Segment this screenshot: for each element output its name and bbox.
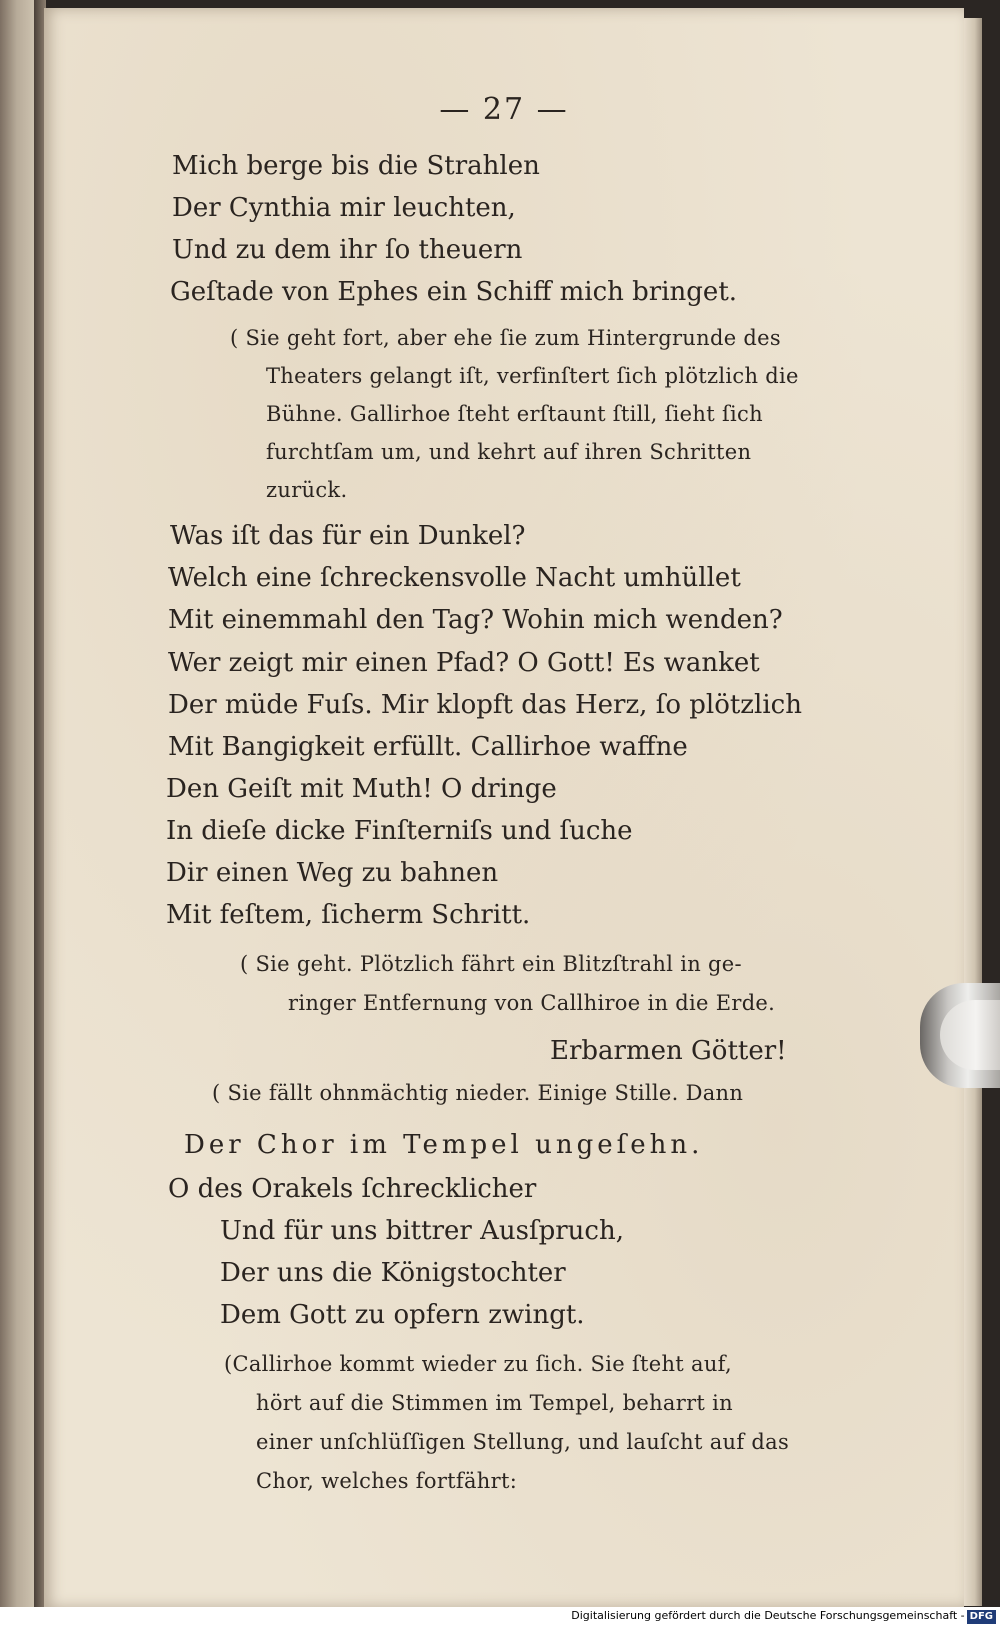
digitization-credit-text: Digitalisierung gefördert durch die Deutsche Forschungsgemeinschaft -: [571, 1609, 965, 1622]
verse-line: Mit feſtem, ſicherm Schritt.: [166, 900, 531, 930]
chorus-line: Dem Gott zu opfern zwingt.: [220, 1300, 585, 1330]
stage-direction-line: einer unſchlüſſigen Stellung, und lauſcht auf das: [256, 1430, 790, 1454]
verse-line: Der müde Fuſs. Mir klopft das Herz, ſo plötzlich: [168, 690, 802, 720]
chorus-line: O des Orakels ſchrecklicher: [168, 1174, 537, 1204]
verse-line: Und zu dem ihr ſo theuern: [172, 235, 523, 265]
verse-line: Wer zeigt mir einen Pfad? O Gott! Es wanket: [168, 648, 760, 678]
speaker-heading: Der Chor im Tempel ungeſehn.: [184, 1130, 704, 1160]
dfg-logo: DFG: [967, 1610, 996, 1624]
stage-direction-line: Theaters gelangt iſt, verfinſtert ſich plötzlich die: [266, 364, 799, 388]
book-page: [44, 8, 964, 1608]
stage-direction-line: ( Sie geht. Plötzlich fährt ein Blitzſtrahl in ge-: [240, 952, 742, 976]
verse-line: Geſtade von Ephes ein Schiff mich bringet.: [170, 277, 738, 307]
stage-direction-line: furchtſam um, und kehrt auf ihren Schritten: [266, 440, 752, 464]
stage-direction-line: ringer Entfernung von Callhiroe in die Erde.: [288, 991, 776, 1015]
verse-line: Der Cynthia mir leuchten,: [172, 193, 516, 223]
verse-line: Was iſt das für ein Dunkel?: [170, 521, 526, 551]
stage-direction-line: Chor, welches fortfährt:: [256, 1469, 518, 1493]
stage-direction-line: ( Sie geht fort, aber ehe ſie zum Hintergrunde des: [230, 326, 781, 350]
verse-line: Dir einen Weg zu bahnen: [166, 858, 499, 888]
verse-line: Welch eine ſchreckensvolle Nacht umhüllet: [168, 563, 741, 593]
verse-line: Mit Bangigkeit erfüllt. Callirhoe waffne: [168, 732, 688, 762]
chorus-line: Der uns die Königstochter: [220, 1258, 566, 1288]
stage-direction-line: Bühne. Gallirhoe ſteht erſtaunt ſtill, ſieht ſich: [266, 402, 763, 426]
verse-line: Mich berge bis die Strahlen: [172, 151, 540, 181]
page-text: [44, 8, 964, 1608]
stage-direction-line: ( Sie fällt ohnmächtig nieder. Einige Stille. Dann: [212, 1081, 744, 1105]
verse-line: Mit einemmahl den Tag? Wohin mich wenden?: [168, 605, 783, 635]
chorus-line: Und für uns bittrer Ausſpruch,: [220, 1216, 624, 1246]
exclamation-line: Erbarmen Götter!: [550, 1036, 787, 1066]
page-number: — 27 —: [439, 92, 569, 127]
stage-direction-line: hört auf die Stimmen im Tempel, beharrt in: [256, 1391, 733, 1415]
stage-direction-line: (Callirhoe kommt wieder zu ſich. Sie ſteht auf,: [224, 1352, 732, 1376]
stage-direction-line: zurück.: [266, 478, 348, 502]
verse-line: Den Geiſt mit Muth! O dringe: [166, 774, 557, 804]
digitization-credit-bar: [0, 1607, 1000, 1625]
page-stack-edge: [964, 18, 982, 1606]
verse-line: In dieſe dicke Finſterniſs und ſuche: [166, 816, 633, 846]
